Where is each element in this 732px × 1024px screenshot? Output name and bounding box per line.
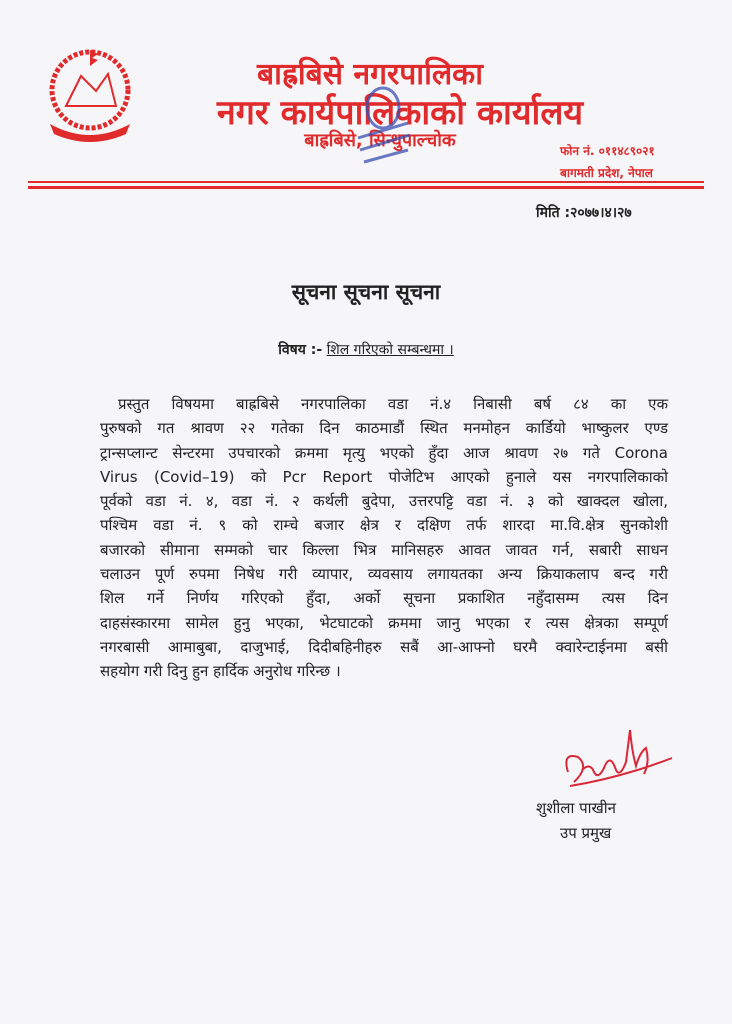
body-line: शिल गर्ने निर्णय गरिएको हुँदा, अर्को सूचना प्रकाशित नहुँदासम्म त्यस दिन	[100, 589, 668, 608]
signatory-title: उप प्रमुख	[560, 824, 612, 842]
body-line: ट्रान्सप्लान्ट सेन्टरमा उपचारको क्रममा मृत्यु भएको हुँदा आज श्रावण २७ गते Corona	[100, 443, 668, 462]
notice-body	[100, 392, 668, 684]
body-line: चलाउन पूर्ण रुपमा निषेध गरी व्यापार, व्यवसाय लगायतका अन्य क्रियाकलाप बन्द गरी	[100, 565, 668, 584]
body-line: प्रस्तुत विषयमा बाह्रबिसे नगरपालिका वडा नं.४ निबासी बर्ष ८४ का एक	[118, 395, 668, 413]
subject-label: विषय :-	[278, 342, 323, 358]
office-name: नगर कार्यपालिकाको कार्यालय	[216, 93, 584, 133]
phone-number: फोन नं. ०११४८९०२१	[560, 144, 655, 158]
notice-heading: सूचना सूचना सूचना	[291, 280, 441, 304]
body-line: Virus (Covid–19) को Pcr Report पोजेटिभ आएको हुनाले यस नगरपालिकाको	[100, 467, 668, 486]
office-location: बाह्रबिसे, सिन्धुपाल्चोक	[304, 130, 456, 151]
header-divider	[28, 181, 704, 183]
handwritten-signature	[560, 722, 675, 794]
body-line: नगरबासी आमाबुबा, दाजुभाई, दिदीबहिनीहरु सबैं आ-आफ्नो घरमै क्वारेन्टाईनमा बसी	[100, 637, 668, 656]
body-line: पुरुषको गत श्रावण २२ गतेका दिन काठमाडौं स्थित मनमोहन कार्डियो भाष्कुलर एण्ड	[100, 419, 668, 438]
subject-line	[0, 340, 732, 359]
office-stamp	[338, 78, 428, 188]
body-line: पश्चिम वडा नं. ९ को राम्चे बजार क्षेत्र र दक्षिण तर्फ शारदा मा.वि.क्षेत्र सुनकोशी	[100, 516, 668, 535]
municipality-name: बाह्रबिसे नगरपालिका	[257, 57, 483, 92]
body-line: पूर्वको वडा नं. ४, वडा नं. २ कर्थली बुदेपा, उत्तरपट्टि वडा नं. ३ को खाक्दल खोला,	[100, 492, 668, 511]
signatory-name: शुशीला पाखीन	[536, 799, 616, 817]
header-divider	[28, 186, 704, 189]
province: बागमती प्रदेश, नेपाल	[560, 166, 653, 180]
body-line: सहयोग गरी दिनु हुन हार्दिक अनुरोध गरिन्छ ।	[100, 662, 341, 681]
body-line: दाहसंस्कारमा सामेल हुनु भएका, भेटघाटको क्रममा जानु भएका र त्यस क्षेत्रका सम्पूर्ण	[100, 613, 668, 632]
body-line: बजारको सीमाना सम्मको चार किल्ला भित्र मानिसहरु आवत जावत गर्न, सबारी साधन	[100, 540, 668, 559]
contact-info	[560, 140, 655, 184]
subject-value: शिल गरिएको सम्बन्धमा ।	[326, 342, 454, 358]
letter-date: मिति :२०७७।४।२७	[536, 205, 632, 221]
